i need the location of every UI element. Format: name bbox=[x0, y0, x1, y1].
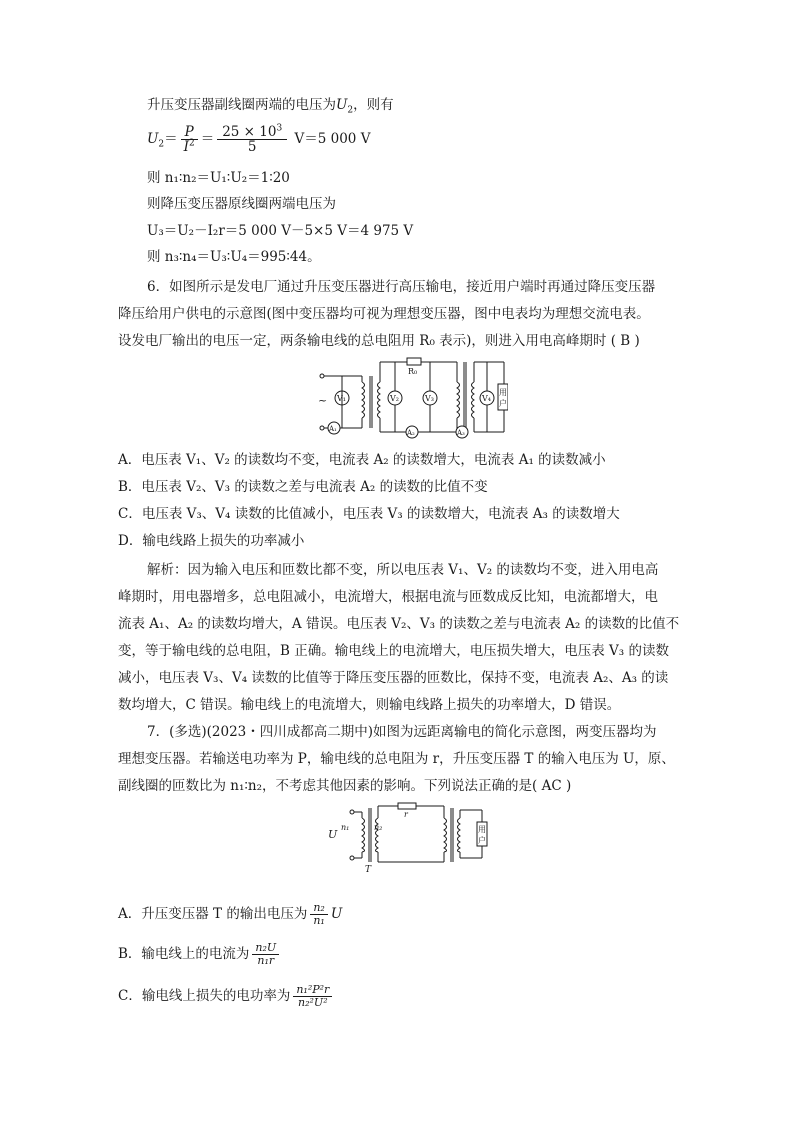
step-up-primary-coil bbox=[362, 382, 365, 418]
svg-text:户: 户 bbox=[478, 836, 486, 845]
q6-analysis-5: 减小，电压表 V₃、V₄ 读数的比值等于降压变压器的匝数比，保持不变，电流表 A₂、A₃ 的读 bbox=[118, 670, 669, 686]
q7-stem-2: 理想变压器。若输送电功率为 P，输电线的总电阻为 r，升压变压器 T 的输入电压为 U，原、 bbox=[118, 751, 675, 767]
step-down-secondary-coil bbox=[458, 818, 461, 852]
q6-analysis-2: 峰期时，用电器增多，总电阻减小，电流增大，根据电流与匝数成反比知，电流都增大，电 bbox=[118, 589, 658, 605]
svg-text:A₂: A₂ bbox=[407, 429, 415, 437]
solution-ratio-1: 则 n₁∶n₂＝U₁∶U₂＝1∶20 bbox=[147, 170, 290, 186]
transformer-t-label: T bbox=[365, 865, 372, 872]
q7-circuit-diagram bbox=[326, 800, 496, 872]
q6-option-c: C．电压表 V₃、V₄ 读数的比值减小，电压表 V₃ 的读数增大，电流表 A₃ 的读数增大 bbox=[118, 506, 620, 522]
q6-analysis-3: 流表 A₁、A₂ 的读数均增大，A 错误。电压表 V₂、V₃ 的读数之差与电流表 A₂ 的读数的比值不 bbox=[118, 616, 680, 632]
q6-stem-3: 设发电厂输出的电压一定，两条输电线的总电阻用 R₀ 表示)，则进入用电高峰期时 ( B ) bbox=[118, 333, 640, 349]
q7-option-c: C．输电线上损失的电功率为 $\frac{\text{n₁²P²r}}{\text{n₂²U²}}$ bbox=[118, 980, 335, 1012]
solution-line-5: U₃＝U₂－I₂r＝5 000 V－5×5 V＝4 975 V bbox=[147, 223, 414, 239]
svg-text:A₁: A₁ bbox=[329, 425, 337, 433]
q6-circuit-diagram bbox=[312, 352, 508, 440]
svg-text:n₁: n₁ bbox=[341, 823, 350, 832]
q7-option-b: B．输电线上的电流为 $\frac{\text{n₂U}}{\text{n₁r}}$ bbox=[118, 938, 282, 970]
step-down-secondary-coil bbox=[472, 382, 475, 418]
svg-text:V₂: V₂ bbox=[390, 394, 399, 403]
q7-stem-3: 副线圈的匝数比为 n₁∶n₂，不考虑其他因素的影响。下列说法正确的是( AC ) bbox=[118, 778, 572, 794]
q6-option-d: D．输电线路上损失的功率减小 bbox=[118, 533, 305, 549]
q6-analysis-4: 变，等于输电线的总电阻，B 正确。输电线上的电流增大，电压损失增大，电压表 V₃ 的读数 bbox=[118, 643, 669, 659]
solution-line-4: 则降压变压器原线圈两端电压为 bbox=[147, 196, 336, 212]
svg-text:用: 用 bbox=[478, 825, 486, 834]
svg-text:用: 用 bbox=[499, 388, 507, 397]
q6-stem-1: 6．如图所示是发电厂通过升压变压器进行高压输电，接近用户端时再通过降压变压器 bbox=[147, 279, 656, 295]
svg-text:户: 户 bbox=[499, 399, 507, 408]
q6-option-b: B．电压表 V₂、V₃ 的读数之差与电流表 A₂ 的读数的比值不变 bbox=[118, 479, 488, 495]
q6-analysis-6: 数均增大，C 错误。输电线上的电流增大，则输电线路上损失的功率增大，D 错误。 bbox=[118, 697, 621, 713]
q6-option-a: A．电压表 V₁、V₂ 的读数均不变，电流表 A₂ 的读数增大，电流表 A₁ 的读数减小 bbox=[118, 452, 606, 468]
line-resistor-r bbox=[398, 803, 416, 809]
solution-line-6: 则 n₃∶n₄＝U₃∶U₄＝995∶44。 bbox=[147, 249, 321, 265]
svg-text:A₃: A₃ bbox=[457, 429, 465, 437]
svg-text:R₀: R₀ bbox=[408, 367, 418, 376]
svg-text:V₄: V₄ bbox=[482, 394, 491, 403]
input-voltage-label: U bbox=[328, 828, 338, 841]
q6-analysis-1: 解析：因为输入电压和匝数比都不变，所以电压表 V₁、V₂ 的读数均不变，进入用电高 bbox=[147, 562, 659, 578]
resistor-r0 bbox=[407, 358, 421, 365]
step-down-primary-coil bbox=[444, 818, 447, 852]
q7-stem-1: 7．(多选)(2023・四川成都高二期中)如图为远距离输电的简化示意图，两变压器均为 bbox=[147, 724, 657, 740]
terminal-dot bbox=[320, 374, 324, 378]
terminal-dot bbox=[320, 426, 324, 430]
svg-text:V₁: V₁ bbox=[337, 394, 346, 403]
svg-text:V₃: V₃ bbox=[425, 394, 434, 403]
q6-stem-2: 降压给用户供电的示意图(图中变压器均可视为理想变压器，图中电表均为理想交流电表。 bbox=[118, 306, 650, 322]
primary-coil-n1 bbox=[362, 818, 365, 852]
terminal-dot bbox=[350, 810, 354, 814]
terminal-dot bbox=[350, 856, 354, 860]
svg-text:r: r bbox=[404, 810, 408, 819]
equation-u2: $U_2=$ $\frac{P}{I^2}$ ＝ $\frac{25 \times 10^3}{5}$ V＝5 000 V bbox=[147, 123, 371, 155]
svg-text:n₂: n₂ bbox=[374, 823, 383, 832]
fraction-power-over-current: $\frac{25 \times 10^3}{5}$ bbox=[217, 125, 287, 154]
step-up-secondary-coil bbox=[378, 382, 381, 418]
q7-option-a: A．升压变压器 T 的输出电压为 $\frac{\text{n₂}}{\text{n₁}}$ U bbox=[118, 901, 343, 927]
fraction-p-over-i2: $\frac{P}{I^2}$ bbox=[181, 125, 198, 154]
ac-source-symbol: ~ bbox=[318, 394, 328, 407]
solution-line-1: 升压变压器副线圈两端的电压为$U_2$，则有 bbox=[147, 97, 394, 116]
step-down-primary-coil bbox=[457, 382, 460, 418]
